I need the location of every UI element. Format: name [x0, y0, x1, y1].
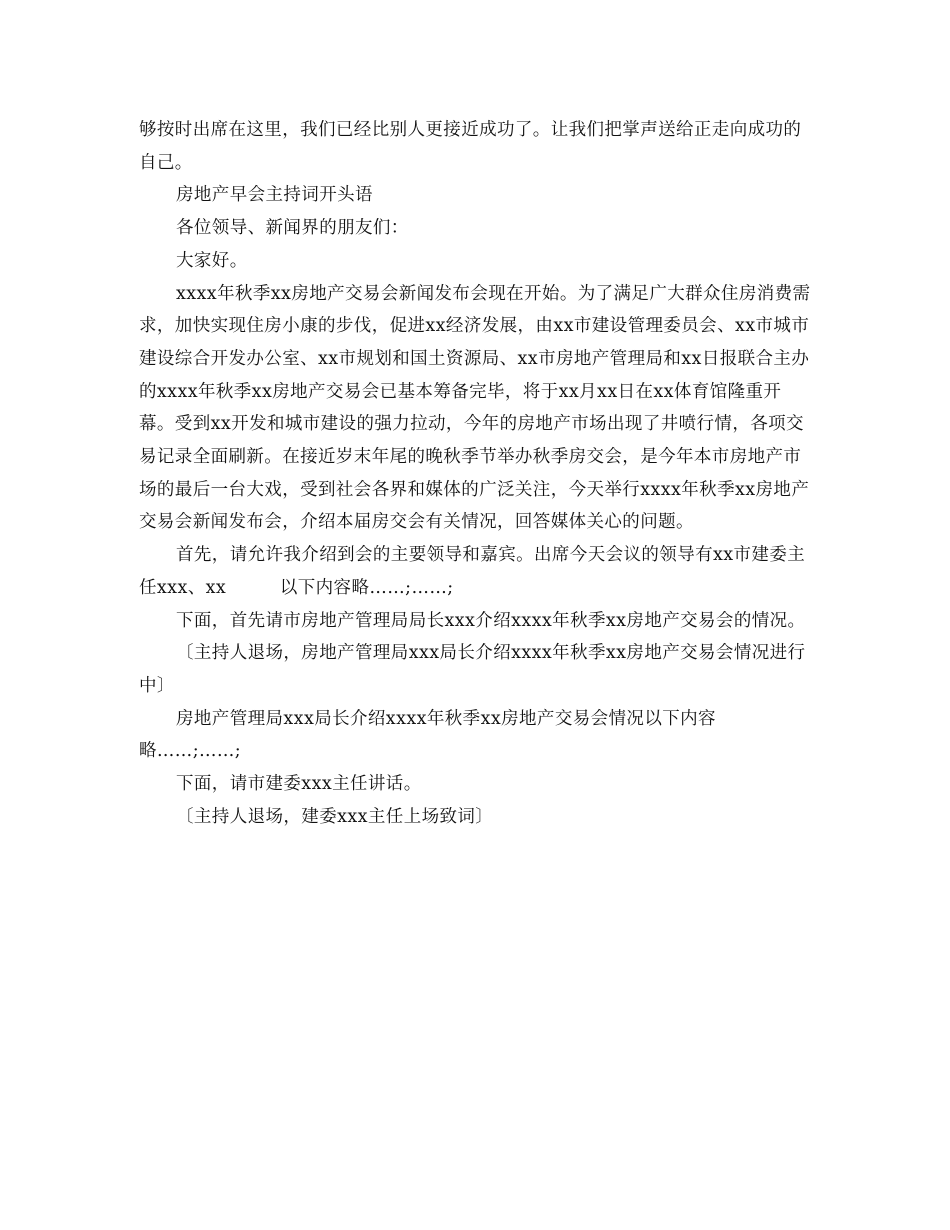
greeting-line: 各位领导、新闻界的朋友们：	[176, 218, 409, 239]
document-body	[139, 114, 817, 833]
section-heading: 房地产早会主持词开头语	[176, 185, 373, 206]
paragraph: 房地产管理局xxx局长介绍xxxx年秋季xx房地产交易会情况以下内容略……;……;	[139, 708, 716, 762]
paragraph-continuation: 够按时出席在这里，我们已经比别人更接近成功了。让我们把掌声送给正走向成功的自己。	[139, 120, 802, 173]
paragraph: 下面，请市建委xxx主任讲话。	[176, 774, 422, 795]
greeting-line: 大家好。	[176, 250, 248, 271]
stage-direction: 〔主持人退场，房地产管理局xxx局长介绍xxxx年秋季xx房地产交易会情况进行中〕	[139, 643, 806, 696]
stage-direction: 〔主持人退场，建委xxx主任上场致词〕	[176, 806, 494, 827]
paragraph: 下面，首先请市房地产管理局局长xxx介绍xxxx年秋季xx房地产交易会的情况。	[176, 610, 806, 631]
paragraph: xxxx年秋季xx房地产交易会新闻发布会现在开始。为了满足广大群众住房消费需求，加快实现住房小康的步伐，促进xx经济发展，由xx市建设管理委员会、xx市城市建设综合开发办公室、xx市规划和国土资源局、xx市房地产管理局和xx日报联合主办的xxxx年秋季xx房地产交易会已基本筹备完毕，将于xx月xx日在xx体育馆隆重开幕。受到xx开发和城市建设的强力拉动，今年的房地产市场出现了井喷行情，各项交易记录全面刷新。在接近岁末年尾的晚秋季节举办秋季房交会，是今年本市房地产市场的最后一台大戏，受到社会各界和媒体的广泛关注，今天举行xxxx年秋季xx房地产交易会新闻发布会，介绍本届房交会有关情况，回答媒体关心的问题。	[139, 283, 811, 533]
paragraph: 首先，请允许我介绍到会的主要领导和嘉宾。出席今天会议的领导有xx市建委主任xxx、xx 以下内容略……;……;	[139, 545, 806, 598]
